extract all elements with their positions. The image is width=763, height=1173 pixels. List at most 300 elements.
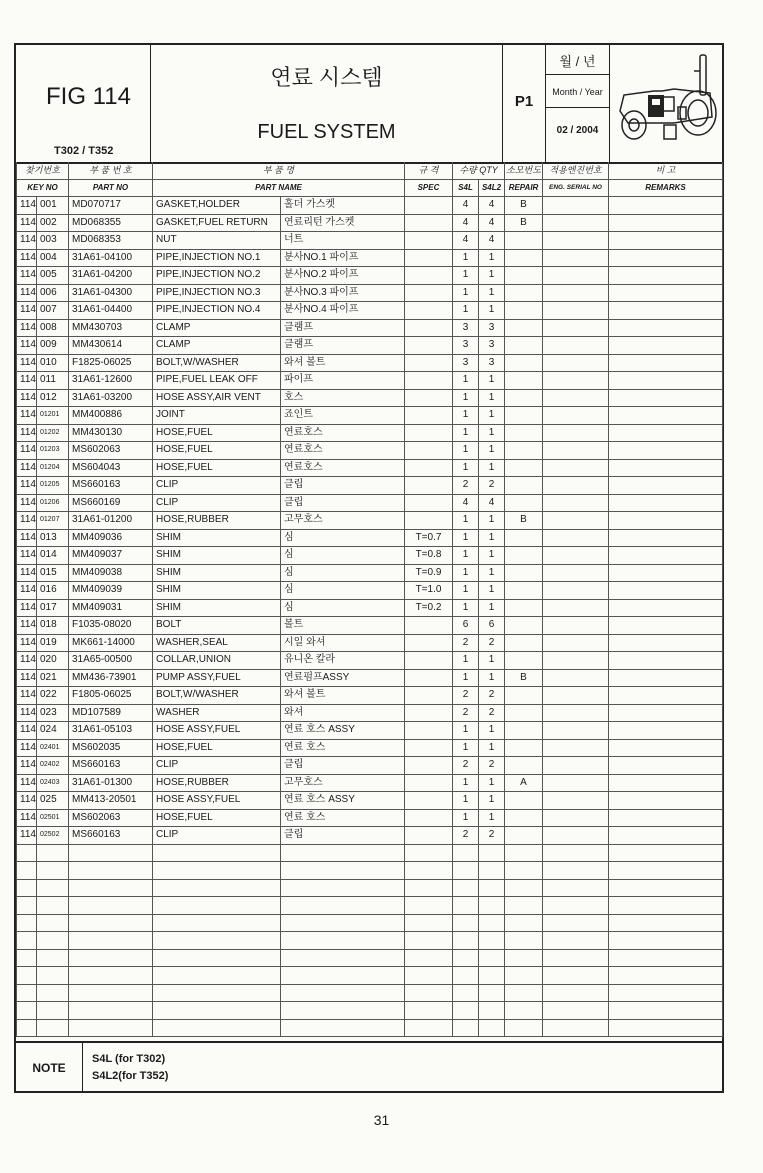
part-no-cell: 31A65-00500 [69,652,153,670]
remarks-cell [609,407,723,425]
part-no-cell: F1825-06025 [69,354,153,372]
eng-serial-cell [543,774,609,792]
repair-cell [505,442,543,460]
tractor-engine-icon [614,51,718,155]
fig-cell: 114 [17,634,37,652]
part-name-kr-cell: 분사NO.3 파이프 [281,284,405,302]
page-code: P1 [514,93,534,110]
empty-cell [281,932,405,950]
empty-cell [69,862,153,880]
part-name-en-cell: HOSE,FUEL [153,459,281,477]
qty-s4l-cell: 1 [453,407,479,425]
part-name-en-cell: HOSE,FUEL [153,424,281,442]
qty-s4l2-cell: 4 [479,214,505,232]
remarks-cell [609,564,723,582]
part-name-en-cell: SHIM [153,547,281,565]
empty-row [17,932,723,950]
fig-cell: 114 [17,389,37,407]
qty-s4l-cell: 6 [453,617,479,635]
note-line: S4L (for T302) [92,1053,166,1065]
title-english: FUEL SYSTEM [257,121,396,143]
empty-cell [453,949,479,967]
empty-cell [153,897,281,915]
table-row [17,774,723,792]
part-no-cell: 31A61-04100 [69,249,153,267]
fig-cell: 114 [17,722,37,740]
repair-cell [505,687,543,705]
qty-s4l2-cell: 1 [479,284,505,302]
parts-table [16,162,723,1037]
empty-row [17,949,723,967]
part-no-cell: MM409031 [69,599,153,617]
qty-s4l-cell: 1 [453,652,479,670]
fig-cell: 114 [17,529,37,547]
part-no-cell: MM436-73901 [69,669,153,687]
empty-cell [153,949,281,967]
remarks-cell [609,267,723,285]
empty-cell [69,844,153,862]
spec-cell [405,337,453,355]
key-no-cell: 022 [37,687,69,705]
remarks-cell [609,809,723,827]
part-no-cell: MM430614 [69,337,153,355]
repair-cell [505,617,543,635]
part-no-cell: 31A61-05103 [69,722,153,740]
repair-cell [505,337,543,355]
part-no-cell: MM409039 [69,582,153,600]
spec-cell [405,704,453,722]
eng-serial-cell [543,547,609,565]
fig-cell: 114 [17,424,37,442]
col-s4l2-en: S4L2 [479,179,505,197]
spec-cell [405,739,453,757]
empty-cell [153,914,281,932]
qty-s4l-cell: 1 [453,284,479,302]
col-repair-en: REPAIR [505,179,543,197]
part-name-en-cell: CLIP [153,757,281,775]
issue-date: 02 / 2004 [556,125,599,136]
empty-cell [405,949,453,967]
empty-cell [153,1002,281,1020]
repair-cell [505,477,543,495]
empty-cell [505,1002,543,1020]
remarks-cell [609,634,723,652]
qty-s4l2-cell: 2 [479,704,505,722]
part-no-cell: MS604043 [69,459,153,477]
fig-cell: 114 [17,477,37,495]
empty-cell [405,1002,453,1020]
spec-cell [405,354,453,372]
part-name-kr-cell: 연료호스 [281,459,405,477]
part-name-kr-cell: 연료 호스 ASSY [281,722,405,740]
spec-cell [405,284,453,302]
part-no-cell: MS660169 [69,494,153,512]
spec-cell: T=1.0 [405,582,453,600]
qty-s4l2-cell: 4 [479,232,505,250]
repair-cell: B [505,512,543,530]
remarks-cell [609,494,723,512]
empty-cell [69,932,153,950]
qty-s4l2-cell: 1 [479,599,505,617]
repair-cell: A [505,774,543,792]
fig-cell: 114 [17,739,37,757]
qty-s4l2-cell: 1 [479,424,505,442]
remarks-cell [609,232,723,250]
empty-cell [17,1019,37,1037]
part-no-cell: 31A61-12600 [69,372,153,390]
part-name-kr-cell: 고무호스 [281,774,405,792]
qty-s4l-cell: 1 [453,442,479,460]
key-no-cell: 023 [37,704,69,722]
part-name-kr-cell: 연료펌프ASSY [281,669,405,687]
empty-cell [453,932,479,950]
empty-cell [153,967,281,985]
eng-serial-cell [543,494,609,512]
fig-cell: 114 [17,599,37,617]
table-row [17,564,723,582]
part-name-kr-cell: 파이프 [281,372,405,390]
part-name-kr-cell: 심 [281,564,405,582]
qty-s4l-cell: 1 [453,774,479,792]
qty-s4l2-cell: 1 [479,547,505,565]
qty-s4l2-cell: 1 [479,564,505,582]
key-no-cell: 002 [37,214,69,232]
qty-s4l-cell: 3 [453,319,479,337]
repair-cell [505,757,543,775]
spec-cell: T=0.9 [405,564,453,582]
table-row [17,809,723,827]
spec-cell [405,372,453,390]
table-row [17,704,723,722]
table-row [17,407,723,425]
key-no-cell: 01203 [37,442,69,460]
part-name-en-cell: PIPE,INJECTION NO.1 [153,249,281,267]
empty-cell [453,914,479,932]
eng-serial-cell [543,512,609,530]
key-no-cell: 013 [37,529,69,547]
qty-s4l2-cell: 1 [479,372,505,390]
qty-s4l-cell: 1 [453,459,479,477]
key-no-cell: 01205 [37,477,69,495]
eng-serial-cell [543,214,609,232]
empty-cell [609,844,723,862]
remarks-cell [609,774,723,792]
fig-cell: 114 [17,547,37,565]
note-label: NOTE [16,1043,83,1093]
empty-cell [479,879,505,897]
remarks-cell [609,687,723,705]
part-name-kr-cell: 연료 호스 [281,809,405,827]
remarks-cell [609,302,723,320]
table-row [17,582,723,600]
part-name-en-cell: SHIM [153,599,281,617]
remarks-cell [609,372,723,390]
table-row [17,739,723,757]
part-name-kr-cell: 심 [281,547,405,565]
table-row [17,757,723,775]
empty-cell [69,949,153,967]
part-name-en-cell: HOSE ASSY,AIR VENT [153,389,281,407]
repair-cell [505,389,543,407]
qty-s4l-cell: 1 [453,424,479,442]
fig-cell: 114 [17,302,37,320]
table-row [17,722,723,740]
empty-cell [153,862,281,880]
part-name-en-cell: COLLAR,UNION [153,652,281,670]
eng-serial-cell [543,459,609,477]
table-row [17,214,723,232]
repair-cell [505,704,543,722]
table-row [17,669,723,687]
empty-cell [453,1002,479,1020]
empty-row [17,1002,723,1020]
part-no-cell: 31A61-04200 [69,267,153,285]
eng-serial-cell [543,792,609,810]
part-name-en-cell: BOLT,W/WASHER [153,354,281,372]
col-part-en: PART NO [69,179,153,197]
table-row [17,529,723,547]
part-name-kr-cell: 연료리턴 가스켓 [281,214,405,232]
empty-cell [281,897,405,915]
eng-serial-cell [543,354,609,372]
repair-cell [505,827,543,845]
part-no-cell: MS602063 [69,442,153,460]
empty-cell [505,862,543,880]
fig-cell: 114 [17,319,37,337]
col-serial-en: ENG. SERIAL NO [543,179,609,197]
fig-cell: 114 [17,214,37,232]
eng-serial-cell [543,249,609,267]
part-no-cell: 31A61-03200 [69,389,153,407]
remarks-cell [609,757,723,775]
remarks-cell [609,722,723,740]
empty-cell [543,897,609,915]
qty-s4l2-cell: 2 [479,827,505,845]
part-name-kr-cell: 클립 [281,477,405,495]
empty-cell [543,879,609,897]
qty-s4l-cell: 2 [453,687,479,705]
qty-s4l-cell: 1 [453,267,479,285]
part-name-kr-cell: 시일 와셔 [281,634,405,652]
fig-cell: 114 [17,407,37,425]
empty-cell [543,914,609,932]
month-year-box [546,45,610,162]
table-row [17,687,723,705]
col-key-en: KEY NO [17,179,69,197]
qty-s4l2-cell: 1 [479,582,505,600]
empty-cell [405,897,453,915]
part-name-en-cell: HOSE,RUBBER [153,774,281,792]
remarks-cell [609,827,723,845]
qty-s4l2-cell: 2 [479,477,505,495]
part-name-kr-cell: 분사NO.1 파이프 [281,249,405,267]
title-box [151,45,503,162]
qty-s4l2-cell: 1 [479,389,505,407]
empty-cell [153,1019,281,1037]
empty-row [17,984,723,1002]
eng-serial-cell [543,634,609,652]
table-row [17,354,723,372]
key-no-cell: 02403 [37,774,69,792]
remarks-cell [609,739,723,757]
part-name-en-cell: HOSE ASSY,FUEL [153,722,281,740]
part-name-en-cell: CLIP [153,827,281,845]
fig-cell: 114 [17,792,37,810]
spec-cell [405,424,453,442]
part-no-cell: F1805-06025 [69,687,153,705]
repair-cell [505,302,543,320]
part-name-en-cell: PUMP ASSY,FUEL [153,669,281,687]
spec-cell [405,214,453,232]
part-name-en-cell: SHIM [153,529,281,547]
qty-s4l-cell: 1 [453,582,479,600]
empty-cell [543,984,609,1002]
empty-cell [453,984,479,1002]
header-row-korean [17,162,723,179]
fig-cell: 114 [17,669,37,687]
empty-cell [405,984,453,1002]
table-row [17,547,723,565]
eng-serial-cell [543,302,609,320]
spec-cell [405,669,453,687]
part-name-en-cell: GASKET,HOLDER [153,197,281,215]
empty-cell [505,897,543,915]
part-name-kr-cell: 클립 [281,494,405,512]
empty-cell [281,862,405,880]
key-no-cell: 025 [37,792,69,810]
empty-cell [505,949,543,967]
empty-cell [505,914,543,932]
key-no-cell: 003 [37,232,69,250]
remarks-cell [609,442,723,460]
fig-cell: 114 [17,354,37,372]
part-name-en-cell: WASHER,SEAL [153,634,281,652]
remarks-cell [609,669,723,687]
empty-cell [609,1019,723,1037]
fig-cell: 114 [17,512,37,530]
part-no-cell: MM400886 [69,407,153,425]
part-name-en-cell: BOLT [153,617,281,635]
repair-cell [505,809,543,827]
empty-cell [453,862,479,880]
empty-row [17,897,723,915]
col-spec-kr: 규 격 [405,162,453,179]
empty-cell [281,967,405,985]
part-name-en-cell: SHIM [153,582,281,600]
part-no-cell: MD068355 [69,214,153,232]
eng-serial-cell [543,827,609,845]
empty-cell [281,984,405,1002]
fig-cell: 114 [17,652,37,670]
eng-serial-cell [543,424,609,442]
repair-cell [505,722,543,740]
empty-cell [453,844,479,862]
empty-cell [37,897,69,915]
empty-cell [17,984,37,1002]
qty-s4l-cell: 4 [453,214,479,232]
repair-cell [505,284,543,302]
qty-s4l2-cell: 1 [479,512,505,530]
table-row [17,389,723,407]
qty-s4l-cell: 2 [453,634,479,652]
key-no-cell: 015 [37,564,69,582]
qty-s4l-cell: 2 [453,827,479,845]
spec-cell [405,407,453,425]
spec-cell [405,267,453,285]
spec-cell [405,792,453,810]
part-no-cell: MS602063 [69,809,153,827]
remarks-cell [609,337,723,355]
qty-s4l-cell: 1 [453,512,479,530]
qty-s4l2-cell: 2 [479,634,505,652]
qty-s4l-cell: 1 [453,249,479,267]
empty-cell [505,1019,543,1037]
repair-cell [505,249,543,267]
fig-cell: 114 [17,459,37,477]
empty-cell [505,984,543,1002]
col-key-kr: 찾기번호 [17,162,69,179]
empty-cell [405,1019,453,1037]
qty-s4l2-cell: 6 [479,617,505,635]
empty-cell [505,967,543,985]
spec-cell [405,617,453,635]
empty-cell [479,862,505,880]
empty-cell [609,1002,723,1020]
col-part-kr: 부 품 번 호 [69,162,153,179]
month-year-english: Month / Year [552,87,603,97]
table-row [17,652,723,670]
table-row [17,617,723,635]
empty-cell [69,967,153,985]
empty-cell [479,914,505,932]
fig-cell: 114 [17,197,37,215]
empty-cell [281,879,405,897]
fig-cell: 114 [17,494,37,512]
empty-cell [281,844,405,862]
part-name-en-cell: BOLT,W/WASHER [153,687,281,705]
spec-cell [405,687,453,705]
spec-cell [405,634,453,652]
part-name-en-cell: PIPE,INJECTION NO.4 [153,302,281,320]
empty-cell [17,914,37,932]
part-no-cell: 31A61-01200 [69,512,153,530]
eng-serial-cell [543,284,609,302]
parts-sheet [14,43,724,1093]
qty-s4l2-cell: 3 [479,319,505,337]
part-no-cell: MM430703 [69,319,153,337]
repair-cell [505,599,543,617]
eng-serial-cell [543,739,609,757]
eng-serial-cell [543,529,609,547]
empty-cell [543,1002,609,1020]
empty-cell [505,932,543,950]
empty-cell [405,862,453,880]
fig-cell: 114 [17,757,37,775]
key-no-cell: 02501 [37,809,69,827]
table-row [17,792,723,810]
qty-s4l-cell: 1 [453,599,479,617]
part-name-kr-cell: 고무호스 [281,512,405,530]
part-name-en-cell: GASKET,FUEL RETURN [153,214,281,232]
fig-cell: 114 [17,337,37,355]
repair-cell [505,232,543,250]
empty-cell [17,862,37,880]
empty-cell [69,879,153,897]
empty-cell [37,914,69,932]
part-no-cell: MS660163 [69,477,153,495]
qty-s4l-cell: 1 [453,564,479,582]
fig-cell: 114 [17,687,37,705]
